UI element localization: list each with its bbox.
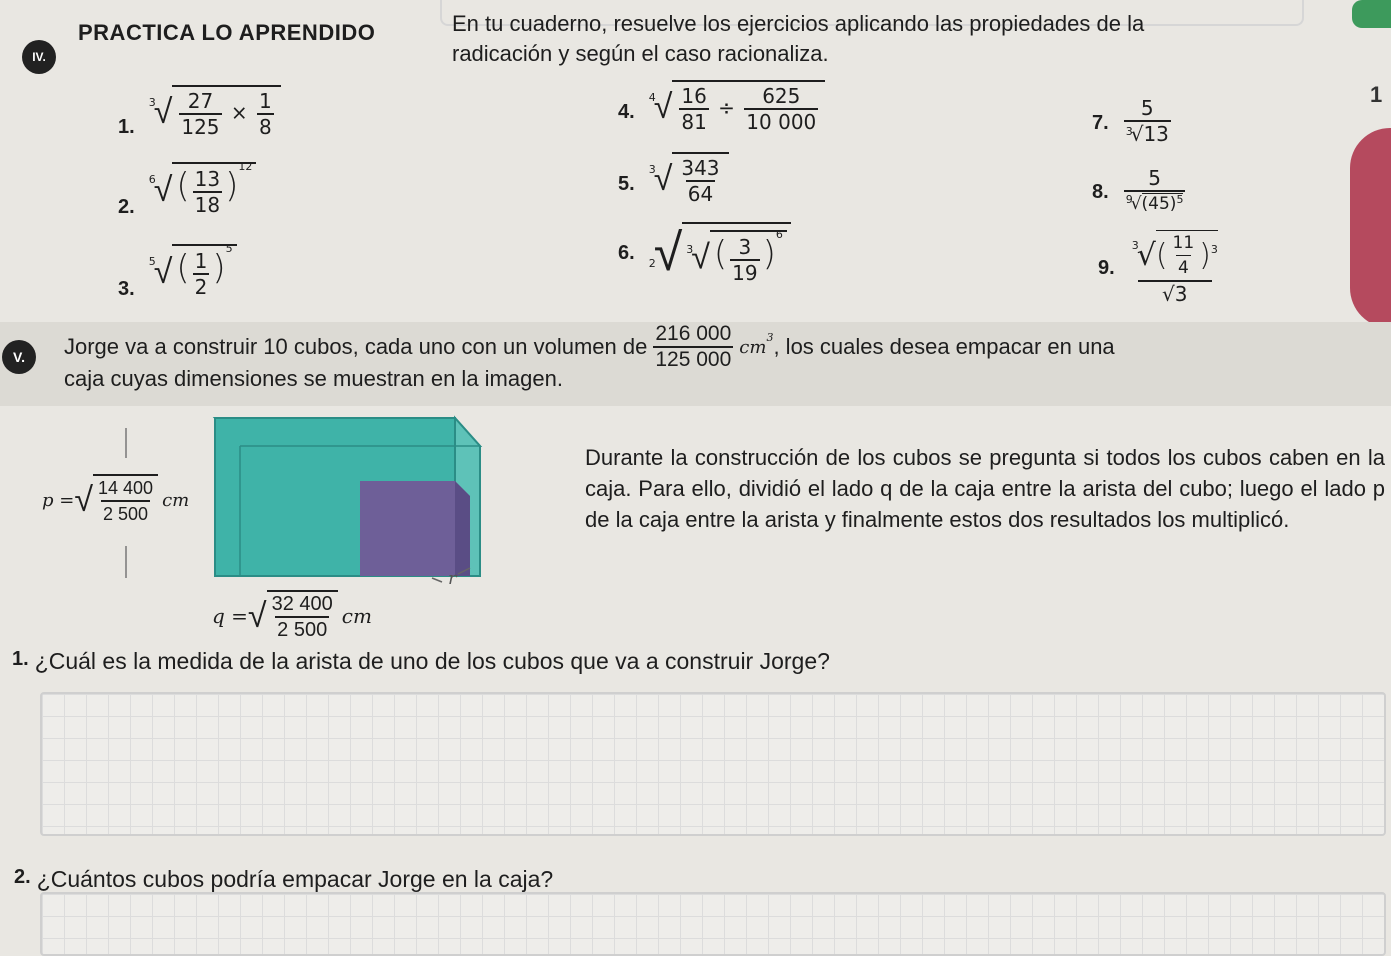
answer-box-2[interactable] <box>40 892 1386 956</box>
exercise-5-radicand: $\frac{343}{64}$ <box>672 152 728 206</box>
question-1 <box>12 648 830 675</box>
section-iv-badge: IV. <box>22 40 56 74</box>
section-iv-title: PRACTICA LO APRENDIDO <box>78 20 376 45</box>
radical-sign-icon: √ <box>653 87 673 127</box>
radical-sign-icon: √ <box>691 237 710 278</box>
exercise-8 <box>1092 166 1188 218</box>
p-dimension-label: p = √ $\frac{14 400}{2 500}$ cm <box>42 474 189 526</box>
answer-box-1[interactable] <box>40 692 1386 836</box>
question-1-number: 1. <box>12 648 29 670</box>
exercise-3-number: 3. <box>118 278 135 300</box>
exercise-1-radicand <box>172 85 280 139</box>
exercise-3-expression <box>149 244 237 299</box>
radical-sign-icon: √ <box>653 159 673 199</box>
exercise-7-expression: $\frac{5}{^3√13}$ <box>1121 96 1174 150</box>
radical-sign-icon: √ <box>153 92 173 132</box>
exercise-1-expression <box>149 85 281 139</box>
exercise-4-radicand: $\frac{16}{81}$ ÷ $\frac{625}{10 000}$ <box>672 80 825 134</box>
exercise-1-index: 3 <box>148 95 156 109</box>
exercise-4-number: 4. <box>618 100 635 123</box>
section-v-intro-line2: caja cuyas dimensiones se muestran en la imagen. <box>64 366 563 391</box>
exercise-2 <box>118 160 256 219</box>
exercise-9-number: 9. <box>1098 256 1115 279</box>
exercise-6-outer-index: 2 <box>648 256 656 270</box>
exercise-8-number: 8. <box>1092 180 1109 203</box>
green-corner-tab <box>1352 0 1391 28</box>
exercise-6-inner-index: 3 <box>686 242 694 256</box>
section-v-paragraph: Durante la construcción de los cubos se pregunta si todos los cubos caben en la caja. Para ello, dividió el lado q de la caja entre la arista del cubo; luego el lado p de la caja entre la arista y finalmente estos dos resultados los multiplicó. <box>585 445 1385 532</box>
radical-sign-icon: √ <box>653 223 683 284</box>
exercise-7 <box>1092 96 1174 150</box>
exercise-4 <box>618 80 825 134</box>
question-2 <box>14 866 553 893</box>
question-2-number: 2. <box>14 866 31 888</box>
side-tab-number: 1 <box>1370 82 1383 107</box>
question-2-text: ¿Cuántos cubos podría empacar Jorge en la caja? <box>36 866 554 892</box>
exercise-8-expression: $\frac{5}{^9√(45)^5}$ <box>1121 166 1189 218</box>
exercise-3 <box>118 242 237 301</box>
exercise-6-exponent: 6 <box>775 228 783 241</box>
section-v-intro-line1: Jorge va a construir 10 cubos, cada uno con un volumen de $\frac{216 000}{125 000}$ $cm^3$ , los cuales desea empacar en una <box>64 322 1115 371</box>
exercise-6-expression <box>649 222 791 285</box>
exercise-5-expression <box>649 152 729 206</box>
exercise-6 <box>618 222 791 285</box>
exercise-1-frac-a: $\frac{27}{125}$ <box>181 89 220 139</box>
exercise-3-radicand: ( $\frac{1}{2}$ )$^5$ <box>172 244 236 299</box>
exercise-2-number: 2. <box>118 196 135 218</box>
exercise-5-number: 5. <box>618 172 635 195</box>
exercise-1-frac-b: $\frac{1}{8}$ <box>259 89 272 139</box>
exercise-5 <box>618 152 729 206</box>
exercise-1-operator: × <box>230 100 248 125</box>
pink-side-tab <box>1350 128 1391 328</box>
exercise-9 <box>1098 230 1223 306</box>
exercise-9-expression: 3 √ ( $\frac{11}{4}$ ) 3 √3 <box>1127 230 1223 306</box>
exercise-6-number: 6. <box>618 241 635 264</box>
exercise-1-number: 1. <box>118 115 135 138</box>
section-v-badge: V. <box>2 340 36 374</box>
exercise-4-index: 4 <box>648 90 656 104</box>
exercise-2-expression <box>149 162 257 217</box>
exercise-2-exponent: 12 <box>238 160 253 174</box>
exercise-6-radicand: $^3$√ ( $\frac{3}{19}$ )$^6$ <box>682 222 791 285</box>
exercise-1 <box>118 85 281 139</box>
r-label: r <box>448 568 457 589</box>
cube-front-face <box>360 481 455 576</box>
q-dimension-label: q = √ $\frac{32 400}{2 500}$ cm <box>212 590 372 642</box>
exercise-7-number: 7. <box>1092 111 1109 134</box>
section-iv-instruction-1: En tu cuaderno, resuelve los ejercicios aplicando las propiedades de la <box>452 11 1145 36</box>
exercise-4-expression <box>649 80 826 134</box>
exercise-2-radicand: ( $\frac{13}{18}$ )$^{12}$ <box>172 162 256 217</box>
exercise-4-operator: ÷ <box>718 95 735 120</box>
exercise-3-exponent: 5 <box>225 242 233 256</box>
cube-right-face <box>455 481 470 576</box>
section-iv-instruction-2: radicación y según el caso racionaliza. <box>452 41 829 66</box>
exercise-5-index: 3 <box>648 162 656 176</box>
radical-sign-icon: √ <box>153 169 173 210</box>
radical-sign-icon: √ <box>153 251 173 292</box>
exercise-3-index: 5 <box>148 255 156 268</box>
exercise-2-index: 6 <box>148 173 156 186</box>
question-1-text: ¿Cuál es la medida de la arista de uno de los cubos que va a construir Jorge? <box>34 648 830 674</box>
